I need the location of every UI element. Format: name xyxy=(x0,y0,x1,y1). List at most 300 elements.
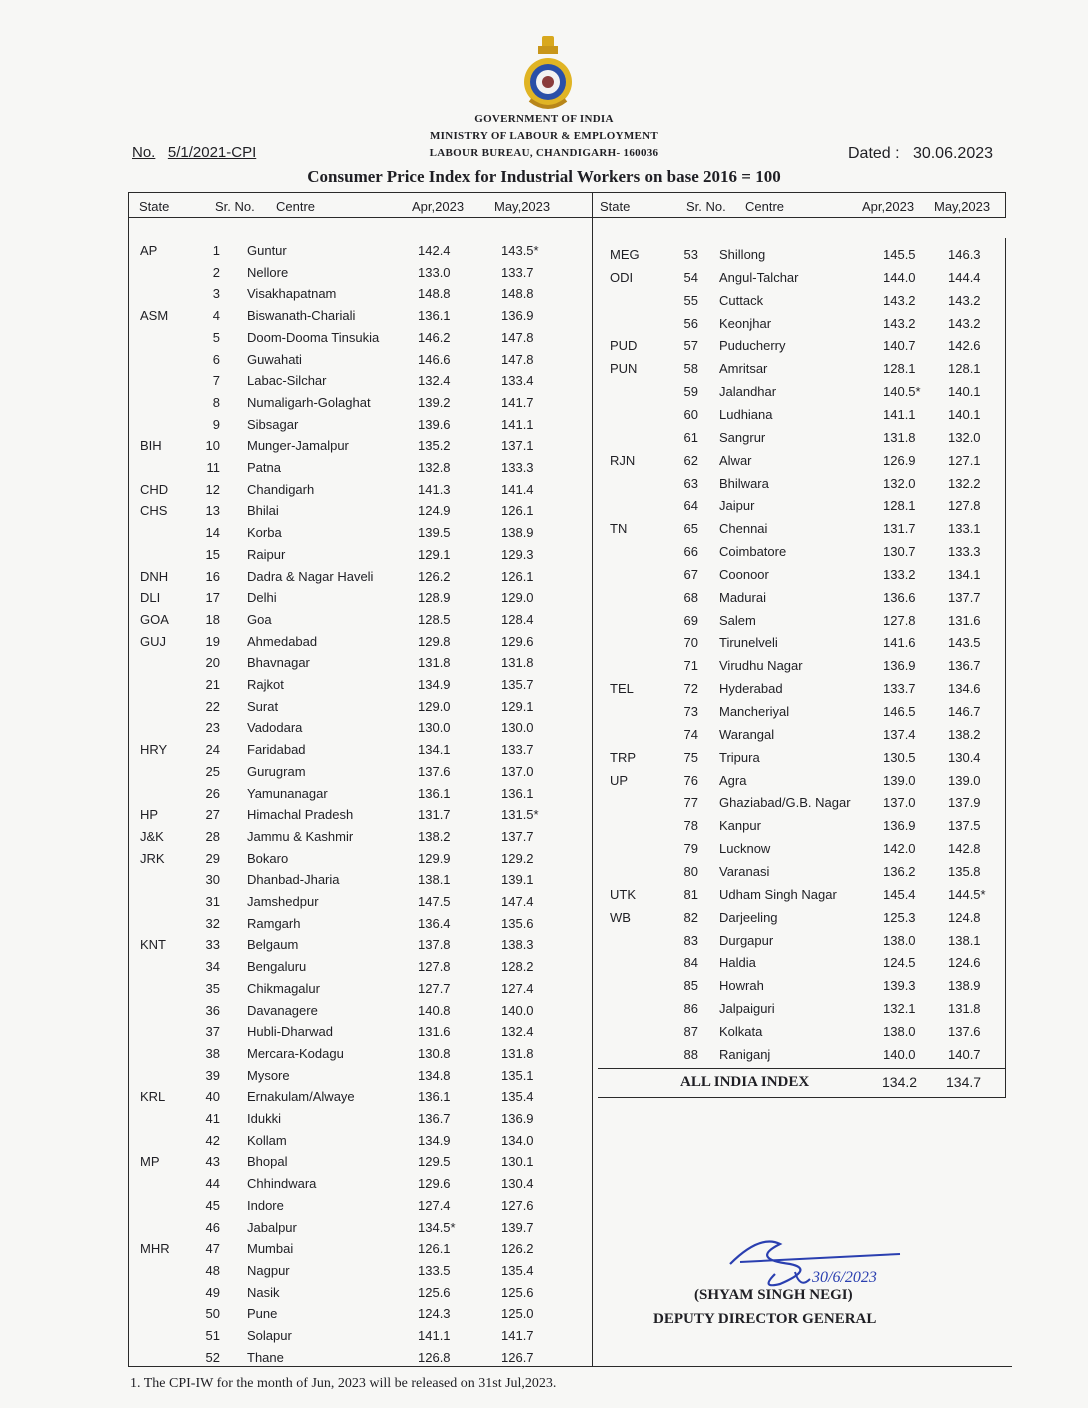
table-row xyxy=(600,793,1000,813)
may-value-cell: 140.7 xyxy=(948,1046,981,1062)
may-value-cell: 134.1 xyxy=(948,566,981,582)
may-value-cell: 139.1 xyxy=(501,872,534,888)
may-value-cell: 140.1 xyxy=(948,406,981,422)
may-value-cell: 135.8 xyxy=(948,863,981,879)
may-value-cell: 124.6 xyxy=(948,955,981,971)
apr-value-cell: 130.0 xyxy=(418,720,451,736)
sr-no-cell: 4 xyxy=(212,308,220,324)
state-cell: PUD xyxy=(610,338,638,354)
apr-value-cell: 147.5 xyxy=(418,894,451,909)
sr-no-cell: 35 xyxy=(205,980,220,996)
sr-no-cell: 59 xyxy=(683,384,698,400)
sr-no-cell: 63 xyxy=(683,475,698,491)
table-row xyxy=(130,371,590,391)
centre-cell: Mysore xyxy=(247,1067,290,1083)
may-value-cell: 137.5 xyxy=(948,818,981,834)
sr-no-cell: 68 xyxy=(683,589,698,605)
apr-value-cell: 136.9 xyxy=(883,818,916,834)
sr-no-cell: 45 xyxy=(205,1197,220,1213)
centre-cell: Nagpur xyxy=(247,1262,290,1278)
sr-no-cell: 62 xyxy=(683,452,698,468)
state-cell: MEG xyxy=(610,247,640,262)
org-line-2: MINISTRY OF LABOUR & EMPLOYMENT xyxy=(429,130,659,142)
table-row xyxy=(600,725,1000,745)
sr-no-cell: 21 xyxy=(205,677,220,692)
table-row xyxy=(600,245,1000,265)
centre-cell: Bhopal xyxy=(247,1154,288,1170)
sr-no-cell: 60 xyxy=(683,406,698,422)
apr-value-cell: 138.0 xyxy=(883,932,916,948)
state-cell: MHR xyxy=(140,1241,170,1257)
may-value-cell: 146.7 xyxy=(948,704,981,719)
table-row xyxy=(600,839,1000,859)
table-row xyxy=(600,542,1000,562)
table-row xyxy=(130,805,590,825)
table-row xyxy=(130,306,590,326)
sr-no-cell: 28 xyxy=(205,828,220,844)
may-value-cell: 131.8 xyxy=(501,655,534,671)
table-row xyxy=(600,953,1000,973)
state-cell: KNT xyxy=(140,937,166,953)
sr-no-cell: 23 xyxy=(205,720,220,736)
org-line-1: GOVERNMENT OF INDIA xyxy=(474,113,614,125)
table-row xyxy=(130,1348,590,1368)
may-value-cell: 138.1 xyxy=(948,932,981,948)
may-value-cell: 133.7 xyxy=(501,742,534,758)
table-row xyxy=(130,1131,590,1151)
table-row xyxy=(600,428,1000,448)
apr-value-cell: 133.0 xyxy=(418,264,451,280)
table-row xyxy=(600,314,1000,334)
centre-cell: Bokaro xyxy=(247,850,289,866)
may-value-cell: 143.2 xyxy=(948,315,981,331)
may-value-cell: 128.2 xyxy=(501,959,534,975)
may-value-cell: 134.6 xyxy=(948,681,981,697)
apr-value-cell: 131.7 xyxy=(883,521,916,537)
sr-no-cell: 67 xyxy=(683,566,698,582)
centre-cell: Kanpur xyxy=(719,818,761,834)
apr-value-cell: 125.6 xyxy=(418,1284,451,1300)
centre-cell: Jammu & Kashmir xyxy=(247,828,354,844)
may-value-cell: 125.6 xyxy=(501,1284,534,1300)
may-value-cell: 137.6 xyxy=(948,1023,981,1039)
right-col-state: State xyxy=(600,199,631,214)
all-india-may: 134.7 xyxy=(946,1074,982,1090)
all-india-apr: 134.2 xyxy=(882,1074,918,1090)
state-cell: CHS xyxy=(140,503,168,519)
apr-value-cell: 136.4 xyxy=(418,915,451,931)
table-row xyxy=(130,892,590,912)
may-value-cell: 141.7 xyxy=(501,394,534,410)
sr-no-cell: 53 xyxy=(683,247,698,262)
may-value-cell: 129.6 xyxy=(501,633,534,649)
may-value-cell: 130.1 xyxy=(501,1154,534,1170)
apr-value-cell: 124.5 xyxy=(883,955,916,971)
sr-no-cell: 74 xyxy=(683,726,698,742)
all-india-top-line xyxy=(598,1068,1006,1069)
right-col-apr: Apr,2023 xyxy=(862,199,915,214)
apr-value-cell: 146.6 xyxy=(418,351,451,367)
apr-value-cell: 141.1 xyxy=(418,1328,451,1343)
table-row xyxy=(600,633,1000,653)
may-value-cell: 143.2 xyxy=(948,292,981,308)
left-col-may: May,2023 xyxy=(494,199,551,214)
table-row xyxy=(130,740,590,760)
state-cell: UP xyxy=(610,772,629,788)
apr-value-cell: 130.7 xyxy=(883,544,916,560)
apr-value-cell: 127.8 xyxy=(418,959,451,975)
apr-value-cell: 134.8 xyxy=(418,1067,451,1083)
may-value-cell: 140.0 xyxy=(501,1002,534,1018)
all-india-label: ALL INDIA INDEX xyxy=(680,1074,810,1090)
state-cell: DLI xyxy=(140,590,161,606)
sr-no-cell: 78 xyxy=(683,818,698,834)
apr-value-cell: 133.7 xyxy=(883,681,916,697)
apr-value-cell: 132.0 xyxy=(883,475,916,491)
sr-no-cell: 61 xyxy=(683,429,698,445)
table-row xyxy=(600,496,1000,516)
sr-no-cell: 11 xyxy=(206,460,220,475)
may-value-cell: 147.8 xyxy=(501,329,534,345)
may-value-cell: 137.9 xyxy=(948,795,981,811)
table-row xyxy=(130,436,590,456)
may-value-cell: 126.1 xyxy=(501,503,534,519)
sr-no-cell: 58 xyxy=(683,361,698,377)
apr-value-cell: 141.6 xyxy=(883,635,916,651)
apr-value-cell: 131.8 xyxy=(418,655,451,671)
sr-no-cell: 87 xyxy=(683,1023,698,1039)
table-row xyxy=(600,359,1000,379)
centre-cell: Chhindwara xyxy=(247,1176,317,1192)
centre-cell: Jaipur xyxy=(719,498,755,514)
table-row xyxy=(130,675,590,695)
table-row xyxy=(600,1045,1000,1065)
apr-value-cell: 134.1 xyxy=(418,742,451,758)
apr-value-cell: 137.6 xyxy=(418,763,451,779)
apr-value-cell: 129.8 xyxy=(418,633,451,649)
table-row xyxy=(130,393,590,413)
apr-value-cell: 138.0 xyxy=(883,1023,916,1039)
sr-no-cell: 31 xyxy=(205,894,220,909)
table-row xyxy=(600,656,1000,676)
centre-cell: Ludhiana xyxy=(719,406,773,422)
apr-value-cell: 133.5 xyxy=(418,1262,451,1278)
state-cell: DNH xyxy=(140,568,169,584)
right-col-may: May,2023 xyxy=(934,199,991,214)
apr-value-cell: 137.4 xyxy=(883,726,916,742)
apr-value-cell: 125.3 xyxy=(883,909,916,925)
state-cell: TEL xyxy=(610,681,634,697)
may-value-cell: 133.4 xyxy=(501,373,534,389)
sr-no-cell: 50 xyxy=(205,1306,220,1322)
centre-cell: Guwahati xyxy=(247,351,302,367)
sr-no-cell: 48 xyxy=(205,1262,220,1278)
table-row xyxy=(130,1022,590,1042)
state-cell: RJN xyxy=(610,452,636,468)
apr-value-cell: 133.2 xyxy=(883,566,916,582)
sr-no-cell: 13 xyxy=(205,503,220,519)
may-value-cell: 129.1 xyxy=(501,698,534,714)
may-value-cell: 128.1 xyxy=(948,361,981,377)
may-value-cell: 127.6 xyxy=(501,1197,534,1213)
table-row xyxy=(600,1022,1000,1042)
sr-no-cell: 2 xyxy=(212,264,220,280)
may-value-cell: 143.5* xyxy=(501,243,539,258)
centre-cell: Idukki xyxy=(247,1111,281,1126)
apr-value-cell: 128.9 xyxy=(418,590,451,606)
may-value-cell: 138.2 xyxy=(948,726,981,742)
table-row xyxy=(600,565,1000,585)
signatory-name: (SHYAM SINGH NEGI) xyxy=(694,1287,853,1303)
state-cell: HP xyxy=(140,807,159,823)
table-row xyxy=(600,976,1000,996)
table-row xyxy=(130,284,590,304)
apr-value-cell: 129.0 xyxy=(418,698,451,714)
table-row xyxy=(130,1283,590,1303)
centre-cell: Bhilwara xyxy=(719,475,769,491)
sr-no-cell: 24 xyxy=(205,742,220,758)
signature-date: 30/6/2023 xyxy=(812,1269,877,1286)
apr-value-cell: 142.0 xyxy=(883,841,916,857)
table-row xyxy=(130,914,590,934)
header-right-border xyxy=(1005,192,1006,218)
table-row xyxy=(130,350,590,370)
centre-cell: Warangal xyxy=(719,726,775,742)
sr-no-cell: 26 xyxy=(205,785,220,801)
table-row xyxy=(130,979,590,999)
may-value-cell: 144.5* xyxy=(948,886,986,902)
centre-cell: Jabalpur xyxy=(247,1219,297,1235)
table-row xyxy=(130,480,590,500)
state-cell: TRP xyxy=(610,749,636,765)
state-cell: UTK xyxy=(610,886,636,902)
table-row xyxy=(600,748,1000,768)
state-cell: CHD xyxy=(140,481,169,497)
centre-cell: Mancheriyal xyxy=(719,704,790,719)
state-cell: GOA xyxy=(140,611,169,627)
centre-cell: Cuttack xyxy=(719,292,764,308)
centre-cell: Guntur xyxy=(247,243,287,258)
apr-value-cell: 128.5 xyxy=(418,611,451,627)
may-value-cell: 132.2 xyxy=(948,475,981,491)
centre-cell: Virudhu Nagar xyxy=(719,658,803,674)
ref-no-label: No. xyxy=(132,144,156,161)
apr-value-cell: 139.0 xyxy=(883,772,916,788)
centre-cell: Keonjhar xyxy=(719,315,772,331)
centre-cell: Jamshedpur xyxy=(247,894,319,909)
centre-cell: Udham Singh Nagar xyxy=(719,886,837,902)
may-value-cell: 147.4 xyxy=(501,894,534,909)
sr-no-cell: 41 xyxy=(205,1111,220,1126)
apr-value-cell: 145.5 xyxy=(883,247,916,262)
sr-no-cell: 42 xyxy=(205,1132,220,1148)
apr-value-cell: 132.8 xyxy=(418,460,451,475)
sr-no-cell: 33 xyxy=(205,937,220,953)
left-col-apr: Apr,2023 xyxy=(412,199,465,214)
centre-cell: Puducherry xyxy=(719,338,786,354)
sr-no-cell: 77 xyxy=(683,795,698,811)
signatory-designation: DEPUTY DIRECTOR GENERAL xyxy=(653,1311,877,1327)
sr-no-cell: 22 xyxy=(205,698,220,714)
table-row xyxy=(600,451,1000,471)
apr-value-cell: 127.4 xyxy=(418,1197,451,1213)
may-value-cell: 130.4 xyxy=(501,1176,534,1192)
centre-cell: Dhanbad-Jharia xyxy=(247,872,340,888)
may-value-cell: 134.0 xyxy=(501,1132,534,1148)
centre-cell: Tirunelveli xyxy=(719,635,778,651)
table-row xyxy=(130,241,590,261)
sr-no-cell: 71 xyxy=(683,658,698,674)
sr-no-cell: 52 xyxy=(205,1349,220,1365)
table-row xyxy=(130,567,590,587)
date-block xyxy=(848,145,993,163)
centre-cell: Rajkot xyxy=(247,677,284,692)
sr-no-cell: 8 xyxy=(212,394,220,410)
sr-no-cell: 39 xyxy=(205,1067,220,1083)
table-row xyxy=(600,405,1000,425)
may-value-cell: 137.1 xyxy=(501,438,534,454)
may-value-cell: 130.4 xyxy=(948,749,981,765)
centre-cell: Amritsar xyxy=(719,361,768,377)
table-row xyxy=(130,1001,590,1021)
centre-cell: Ramgarh xyxy=(247,915,301,931)
sr-no-cell: 1 xyxy=(212,243,220,258)
centre-cell: Goa xyxy=(247,611,272,627)
apr-value-cell: 128.1 xyxy=(883,498,916,514)
apr-value-cell: 131.8 xyxy=(883,429,916,445)
may-value-cell: 147.8 xyxy=(501,351,534,367)
centre-cell: Belgaum xyxy=(247,937,299,953)
centre-cell: Mumbai xyxy=(247,1241,294,1257)
table-row xyxy=(130,1304,590,1324)
centre-cell: Doom-Dooma Tinsukia xyxy=(247,329,380,345)
table-row xyxy=(130,762,590,782)
centre-cell: Bhilai xyxy=(247,503,279,519)
may-value-cell: 133.3 xyxy=(948,544,981,560)
may-value-cell: 132.0 xyxy=(948,429,981,445)
state-cell: PUN xyxy=(610,361,638,377)
may-value-cell: 141.4 xyxy=(501,481,534,497)
table-row xyxy=(130,545,590,565)
apr-value-cell: 128.1 xyxy=(883,361,916,377)
right-col-centre: Centre xyxy=(745,199,785,214)
may-value-cell: 135.1 xyxy=(501,1067,534,1083)
may-value-cell: 138.9 xyxy=(501,525,534,541)
apr-value-cell: 138.1 xyxy=(418,872,451,888)
sr-no-cell: 6 xyxy=(212,351,220,367)
table-middle-border xyxy=(592,192,593,1366)
reference-number xyxy=(132,144,256,161)
state-cell: ASM xyxy=(140,308,169,324)
sr-no-cell: 34 xyxy=(205,959,220,975)
apr-value-cell: 136.7 xyxy=(418,1111,451,1126)
apr-value-cell: 143.2 xyxy=(883,315,916,331)
centre-cell: Dadra & Nagar Haveli xyxy=(247,568,374,584)
sr-no-cell: 25 xyxy=(205,763,220,779)
apr-value-cell: 144.0 xyxy=(883,269,916,285)
apr-value-cell: 136.2 xyxy=(883,863,916,879)
sr-no-cell: 5 xyxy=(212,329,220,345)
apr-value-cell: 129.5 xyxy=(418,1154,451,1170)
sr-no-cell: 54 xyxy=(683,269,698,285)
state-cell: BIH xyxy=(140,438,162,454)
sr-no-cell: 56 xyxy=(683,315,698,331)
org-line-3: LABOUR BUREAU, CHANDIGARH- 160036 xyxy=(429,147,659,159)
sr-no-cell: 10 xyxy=(205,438,220,454)
table-row xyxy=(600,816,1000,836)
state-cell: JRK xyxy=(140,850,165,866)
may-value-cell: 128.4 xyxy=(501,611,534,627)
apr-value-cell: 126.8 xyxy=(418,1349,451,1365)
centre-cell: Faridabad xyxy=(247,742,306,758)
centre-cell: Hyderabad xyxy=(719,681,783,697)
sr-no-cell: 64 xyxy=(683,498,698,514)
centre-cell: Shillong xyxy=(719,247,766,262)
table-row xyxy=(130,415,590,435)
sr-no-cell: 57 xyxy=(683,338,698,354)
dated-value: 30.06.2023 xyxy=(912,145,994,162)
sr-no-cell: 72 xyxy=(683,681,698,697)
table-row xyxy=(130,1261,590,1281)
centre-cell: Bhavnagar xyxy=(247,655,310,671)
left-col-srno: Sr. No. xyxy=(215,199,255,214)
table-row xyxy=(600,999,1000,1019)
footnote-1: 1. The CPI-IW for the month of Jun, 2023 will be released on 31st Jul,2023. xyxy=(130,1376,557,1391)
table-row xyxy=(600,702,1000,722)
may-value-cell: 139.0 xyxy=(948,772,981,788)
apr-value-cell: 137.8 xyxy=(418,937,451,953)
centre-cell: Thane xyxy=(247,1349,284,1365)
apr-value-cell: 137.0 xyxy=(883,795,916,811)
apr-value-cell: 140.5* xyxy=(883,384,921,400)
table-row xyxy=(130,935,590,955)
apr-value-cell: 143.2 xyxy=(883,292,916,308)
may-value-cell: 135.6 xyxy=(501,915,534,931)
centre-cell: Salem xyxy=(719,612,756,628)
state-cell: KRL xyxy=(140,1089,166,1105)
may-value-cell: 136.7 xyxy=(948,658,981,674)
table-row xyxy=(130,849,590,869)
apr-value-cell: 129.1 xyxy=(418,546,451,562)
centre-cell: Vadodara xyxy=(247,720,303,736)
table-row xyxy=(130,697,590,717)
state-cell: ODI xyxy=(610,269,634,285)
table-right-border xyxy=(1005,238,1006,1098)
apr-value-cell: 136.1 xyxy=(418,1089,451,1105)
sr-no-cell: 19 xyxy=(205,633,220,649)
sr-no-cell: 80 xyxy=(683,863,698,879)
apr-value-cell: 134.9 xyxy=(418,677,451,692)
sr-no-cell: 88 xyxy=(683,1046,698,1062)
may-value-cell: 142.6 xyxy=(948,338,981,354)
may-value-cell: 133.3 xyxy=(501,460,534,475)
centre-cell: Bengaluru xyxy=(247,959,307,975)
sr-no-cell: 86 xyxy=(683,1001,698,1017)
may-value-cell: 136.9 xyxy=(501,1111,534,1126)
centre-cell: Howrah xyxy=(719,978,764,994)
table-row xyxy=(130,1326,590,1346)
centre-cell: Korba xyxy=(247,525,282,541)
apr-value-cell: 146.2 xyxy=(418,329,451,345)
centre-cell: Nellore xyxy=(247,264,289,280)
may-value-cell: 138.9 xyxy=(948,978,981,994)
apr-value-cell: 129.6 xyxy=(418,1176,451,1192)
apr-value-cell: 139.6 xyxy=(418,416,451,432)
left-col-state: State xyxy=(139,199,170,214)
sr-no-cell: 12 xyxy=(205,481,220,497)
centre-cell: Himachal Pradesh xyxy=(247,807,354,823)
may-value-cell: 130.0 xyxy=(501,720,534,736)
